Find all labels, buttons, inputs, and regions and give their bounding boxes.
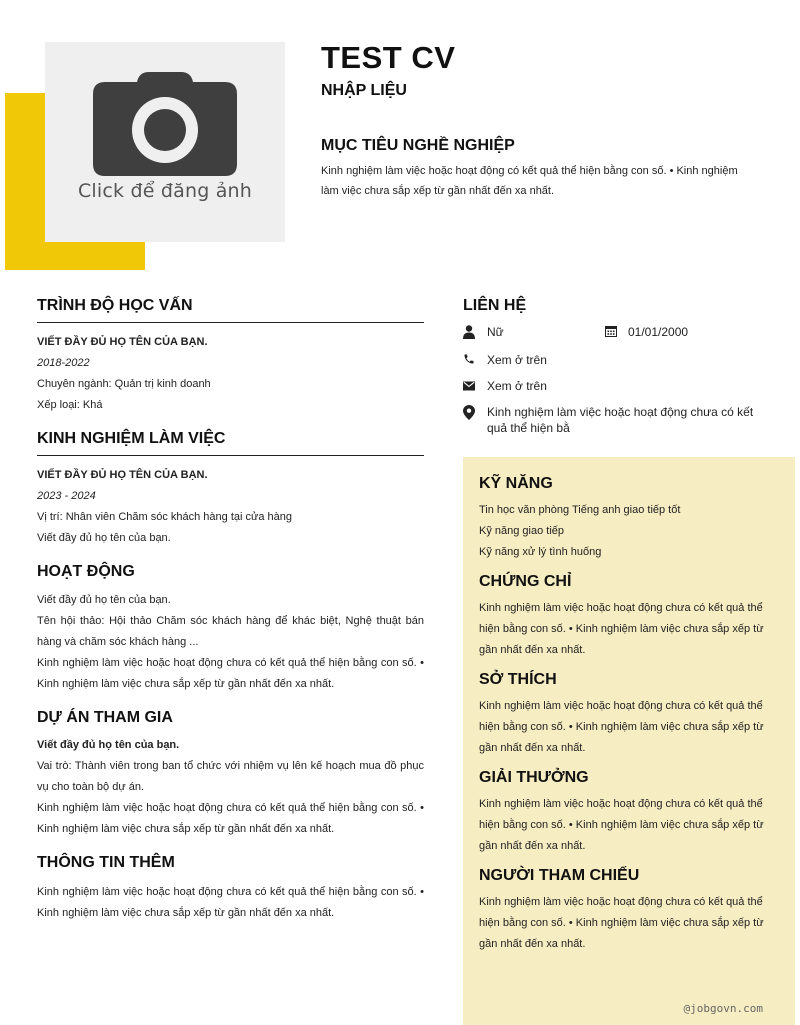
- watermark: @jobgovn.com: [683, 1002, 763, 1015]
- contact-phone[interactable]: Xem ở trên: [487, 353, 547, 367]
- contact-title: LIÊN HỆ: [463, 297, 527, 314]
- activity-line: Tên hội thảo: Hội thảo Chăm sóc khách hàng để khác biệt, Nghệ thuật bán hàng và chăm sóc khách hàng ...: [37, 615, 424, 648]
- certificates-section: [479, 573, 779, 661]
- references-text: Kinh nghiệm làm việc hoặc hoạt động chưa có kết quả thể hiện bằng con số. • Kinh nghiệm làm việc chưa sắp xếp từ gần nhất đến xa nhất.: [479, 896, 764, 950]
- skill-item: Tin học văn phòng Tiếng anh giao tiếp tốt: [479, 504, 681, 516]
- additional-text: Kinh nghiệm làm việc hoặc hoạt động chưa có kết quả thể hiện bằng con số. • Kinh nghiệm làm việc chưa sắp xếp từ gần nhất đến xa nhất.: [37, 886, 424, 919]
- skill-item: Kỹ năng giao tiếp: [479, 525, 565, 537]
- experience-title: KINH NGHIỆM LÀM VIỆC: [37, 430, 424, 456]
- activity-line: Viết đầy đủ họ tên của bạn.: [37, 594, 171, 606]
- awards-title: GIẢI THƯỞNG: [479, 769, 589, 786]
- cv-name: TEST CV: [321, 40, 456, 75]
- calendar-icon: [605, 325, 617, 341]
- additional-title: THÔNG TIN THÊM: [37, 854, 175, 871]
- activities-title: HOẠT ĐỘNG: [37, 563, 135, 580]
- education-major: Chuyên ngành: Quản trị kinh doanh: [37, 378, 211, 390]
- education-school: VIẾT ĐẦY ĐỦ HỌ TÊN CỦA BẠN.: [37, 336, 208, 348]
- activity-line: Kinh nghiệm làm việc hoặc hoạt động chưa có kết quả thể hiện bằng con số. • Kinh nghiệm làm việc chưa sắp xếp từ gần nhất đến xa nhất.: [37, 657, 424, 690]
- references-section: [479, 867, 779, 955]
- projects-title: DỰ ÁN THAM GIA: [37, 709, 173, 726]
- camera-icon: [93, 72, 237, 176]
- education-grade: Xếp loại: Khá: [37, 399, 103, 411]
- certificates-title: CHỨNG CHỈ: [479, 573, 572, 590]
- contact-gender: Nữ: [487, 325, 504, 339]
- contact-row-email: [463, 378, 783, 395]
- cv-position: NHẬP LIỆU: [321, 82, 407, 99]
- objective-text: Kinh nghiệm làm việc hoặc hoạt động có kết quả thể hiện bằng con số. • Kinh nghiệm làm việc chưa sắp xếp từ gần nhất đến xa nhất.: [321, 165, 738, 197]
- contact-section: [463, 297, 783, 445]
- photo-upload-caption: Click để đăng ảnh: [77, 180, 253, 202]
- mail-icon: [463, 379, 475, 395]
- hobbies-section: [479, 671, 779, 759]
- skills-section: [479, 475, 779, 563]
- awards-text: Kinh nghiệm làm việc hoặc hoạt động chưa có kết quả thể hiện bằng con số. • Kinh nghiệm làm việc chưa sắp xếp từ gần nhất đến xa nhất.: [479, 798, 764, 852]
- references-title: NGƯỜI THAM CHIẾU: [479, 867, 640, 884]
- awards-section: [479, 769, 779, 857]
- experience-section: [37, 430, 424, 549]
- hobbies-title: SỞ THÍCH: [479, 671, 557, 688]
- contact-row-phone: [463, 352, 783, 369]
- right-panel: [463, 457, 795, 1025]
- skills-title: KỸ NĂNG: [479, 475, 553, 492]
- project-role: Vai trò: Thành viên trong ban tổ chức với nhiệm vụ lên kế hoạch mua đồ phục vụ cho toàn bộ dự án.: [37, 760, 424, 793]
- left-column: [37, 297, 424, 938]
- phone-icon: [463, 353, 475, 369]
- contact-row-gender-dob: [463, 324, 783, 343]
- contact-row-address: [463, 404, 783, 436]
- education-section: [37, 297, 424, 416]
- experience-period: 2023 - 2024: [37, 490, 96, 502]
- activities-section: [37, 563, 424, 695]
- skill-item: Kỹ năng xử lý tình huống: [479, 546, 602, 558]
- person-icon: [463, 325, 475, 343]
- project-desc: Kinh nghiệm làm việc hoặc hoạt động chưa có kết quả thể hiện bằng con số. • Kinh nghiệm làm việc chưa sắp xếp từ gần nhất đến xa nhất.: [37, 802, 424, 835]
- experience-role: Vị trí: Nhân viên Chăm sóc khách hàng tại cửa hàng: [37, 511, 293, 523]
- project-name: Viết đầy đủ họ tên của bạn.: [37, 739, 180, 751]
- additional-section: [37, 854, 424, 924]
- contact-dob: 01/01/2000: [628, 325, 689, 339]
- education-period: 2018-2022: [37, 357, 90, 369]
- photo-upload-box[interactable]: [45, 42, 285, 242]
- location-pin-icon: [463, 405, 475, 424]
- experience-company: VIẾT ĐẦY ĐỦ HỌ TÊN CỦA BẠN.: [37, 469, 208, 481]
- contact-address: Kinh nghiệm làm việc hoặc hoạt động chưa có kết quả thể hiện bằ: [487, 405, 754, 435]
- certificates-text: Kinh nghiệm làm việc hoặc hoạt động chưa có kết quả thể hiện bằng con số. • Kinh nghiệm làm việc chưa sắp xếp từ gần nhất đến xa nhất.: [479, 602, 764, 656]
- hobbies-text: Kinh nghiệm làm việc hoặc hoạt động chưa có kết quả thể hiện bằng con số. • Kinh nghiệm làm việc chưa sắp xếp từ gần nhất đến xa nhất.: [479, 700, 764, 754]
- projects-section: [37, 709, 424, 840]
- contact-email[interactable]: Xem ở trên: [487, 379, 547, 393]
- education-title: TRÌNH ĐỘ HỌC VẤN: [37, 297, 424, 323]
- objective-title: MỤC TIÊU NGHỀ NGHIỆP: [321, 137, 515, 154]
- experience-desc: Viết đầy đủ họ tên của bạn.: [37, 532, 171, 544]
